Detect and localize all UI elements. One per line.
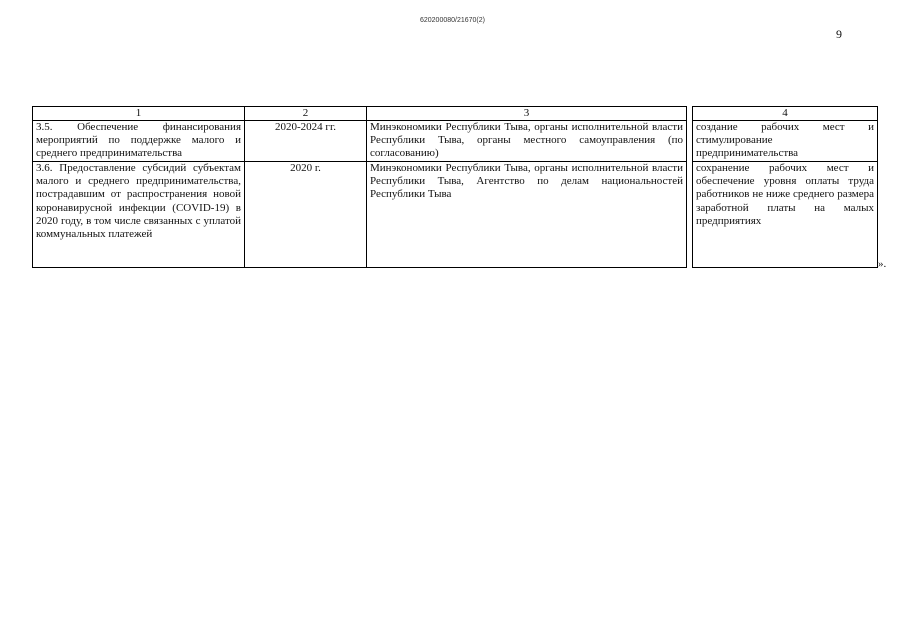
column-header-1: 1 (33, 107, 245, 121)
document-code: 620200080/21670(2) (419, 17, 485, 24)
executors-cell: Минэкономики Республики Тыва, органы исполнительной власти Республики Тыва, Агентство по делам национальностей Республики Тыва (367, 162, 687, 268)
measure-cell: 3.5. Обеспечение финансирования мероприятий по поддержке малого и среднего предпринимательства (33, 121, 245, 162)
result-cell: сохранение рабочих мест и обеспечение уровня оплаты труда работников не ниже среднего размера заработной платы на малых предприятиях (693, 162, 878, 268)
period-cell: 2020 г. (245, 162, 367, 268)
period-cell: 2020-2024 гг. (245, 121, 367, 162)
measures-table (32, 106, 878, 268)
table-row (33, 121, 878, 162)
page-number: 9 (836, 27, 842, 41)
result-cell: создание рабочих мест и стимулирование предпринимательства (693, 121, 878, 162)
closing-quote-mark: ». (878, 258, 887, 270)
executors-cell: Минэкономики Республики Тыва, органы исполнительной власти Республики Тыва, органы местного самоуправления (по согласованию) (367, 121, 687, 162)
measure-cell: 3.6. Предоставление субсидий субъектам малого и среднего предпринимательства, пострадавшим от распространения новой коронавирусной инфекции (COVID-19) в 2020 году, в том числе связанных с уплатой коммунальных платежей (33, 162, 245, 268)
table-row (33, 162, 878, 268)
column-header-2: 2 (245, 107, 367, 121)
table-header-row (33, 107, 878, 121)
column-header-3: 3 (367, 107, 687, 121)
column-header-4: 4 (693, 107, 878, 121)
